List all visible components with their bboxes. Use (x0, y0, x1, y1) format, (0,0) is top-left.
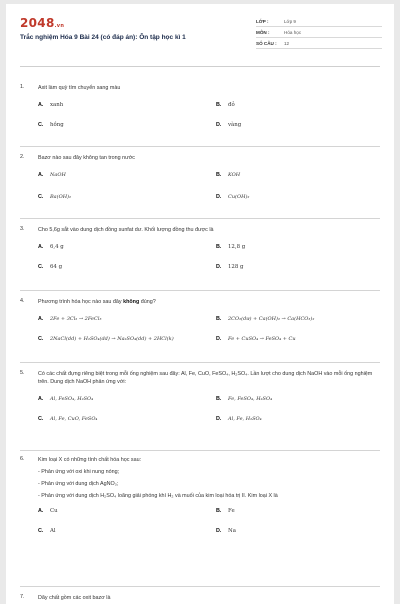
worksheet-page (6, 4, 394, 604)
option-b[interactable] (216, 508, 235, 514)
option-key: A. (38, 508, 44, 514)
option-value: đỏ (228, 102, 235, 108)
options (38, 508, 382, 538)
option-b[interactable] (216, 316, 314, 322)
meta-table (256, 16, 382, 49)
meta-key: SỐ CÂU : (256, 40, 277, 46)
question-number: 7. (20, 594, 25, 600)
question-text: Có các chất đựng riêng biệt trong mỗi ống nghiệm sau đây: Al, Fe, CuO, FeSO₄, H₂SO₄. Lần lượt cho dung dịch NaOH vào mỗi ống nghiệm trên. Dung dịch NaOH phản ứng với: (38, 371, 373, 385)
option-key: D. (216, 264, 222, 270)
option-key: D. (216, 528, 222, 534)
question-text-post: đúng? (139, 299, 156, 305)
option-a[interactable] (38, 102, 63, 108)
meta-row-subject (256, 27, 382, 38)
option-key: A. (38, 396, 44, 402)
option-key: A. (38, 172, 44, 178)
option-c[interactable] (38, 336, 174, 342)
option-value: 6,4 g (50, 244, 64, 250)
option-key: B. (216, 508, 222, 514)
option-value: Fe + CuSO₄ → FeSO₄ + Cu (228, 336, 296, 342)
question-number: 1. (20, 84, 25, 90)
property-line: - Phản ứng với oxi khi nung nóng; (38, 469, 120, 475)
meta-row-class (256, 16, 382, 27)
option-value: 2CO₂(dư) + Ca(OH)₂ → Ca(HCO₃)₂ (228, 316, 315, 322)
logo-suffix: .vn (54, 23, 65, 29)
option-key: D. (216, 122, 222, 128)
option-value: 128 g (228, 264, 244, 270)
question-text: Axit làm quỳ tím chuyển sang màu (38, 85, 121, 91)
option-c[interactable] (38, 122, 64, 128)
property-line: - Phản ứng với dung dịch AgNO₃; (38, 481, 119, 487)
meta-value: Lớp 9 (284, 18, 296, 24)
meta-row-count (256, 38, 382, 49)
option-a[interactable] (38, 396, 93, 402)
option-value: Cu (50, 508, 58, 514)
property-line: - Phản ứng với dung dịch H₂SO₄ loãng giải phóng khí H₂ và muối của kim loại hóa trị II. Kim loại X là (38, 493, 278, 499)
header-divider (20, 66, 380, 67)
option-b[interactable] (216, 172, 240, 178)
option-key: C. (38, 416, 44, 422)
options (38, 396, 382, 426)
option-d[interactable] (216, 122, 241, 128)
option-a[interactable] (38, 244, 64, 250)
option-d[interactable] (216, 264, 243, 270)
option-key: C. (38, 336, 44, 342)
option-value: Al, Fe, H₂SO₄ (228, 416, 262, 422)
option-value: NaOH (50, 172, 66, 178)
question-text (38, 298, 382, 306)
options (38, 316, 382, 346)
options (38, 244, 382, 274)
option-c[interactable] (38, 194, 71, 200)
option-value: Ba(OH)₂ (50, 194, 72, 200)
question-2 (20, 154, 382, 202)
option-value: hồng (50, 122, 64, 128)
option-value: Na (228, 528, 236, 534)
option-c[interactable] (38, 416, 97, 422)
question-text: Dãy chất gồm các oxit bazơ là (38, 595, 111, 601)
meta-value: 12 (284, 40, 290, 46)
page-title: Trắc nghiệm Hóa 9 Bài 24 (có đáp án): Ôn tập học kì 1 (20, 34, 186, 41)
option-key: C. (38, 194, 44, 200)
option-d[interactable] (216, 336, 296, 342)
site-logo[interactable] (20, 16, 64, 30)
question-number: 5. (20, 370, 25, 376)
option-key: D. (216, 194, 222, 200)
option-b[interactable] (216, 396, 272, 402)
option-key: B. (216, 102, 222, 108)
option-key: A. (38, 244, 44, 250)
option-b[interactable] (216, 102, 235, 108)
option-d[interactable] (216, 194, 249, 200)
option-key: B. (216, 172, 222, 178)
option-value: KOH (228, 172, 241, 178)
divider (20, 450, 380, 451)
divider (20, 586, 380, 587)
question-number: 3. (20, 226, 25, 232)
divider (20, 362, 380, 363)
option-key: D. (216, 336, 222, 342)
option-value: Al, FeSO₄, H₂SO₄ (50, 396, 94, 402)
option-value: Al (50, 528, 56, 534)
divider (20, 146, 380, 147)
question-text: Cho 5,6g sắt vào dung dịch đồng sunfat dư. Khối lượng đồng thu được là (38, 227, 214, 233)
question-4 (20, 298, 382, 346)
question-7 (20, 594, 382, 602)
option-key: D. (216, 416, 222, 422)
option-value: 12,8 g (228, 244, 246, 250)
meta-value: Hóa học (284, 29, 302, 35)
question-6 (20, 456, 382, 538)
option-d[interactable] (216, 416, 262, 422)
option-c[interactable] (38, 528, 56, 534)
option-value: Cu(OH)₂ (228, 194, 250, 200)
option-value: 64 g (50, 264, 63, 270)
logo-text: 2048 (20, 16, 55, 30)
option-value: Fe, FeSO₄, H₂SO₄ (228, 396, 273, 402)
option-value: 2NaCl(dd) + H₂SO₄(dd) → Na₂SO₄(dd) + 2HCl(k) (50, 336, 174, 342)
option-b[interactable] (216, 244, 245, 250)
option-key: B. (216, 396, 222, 402)
question-number: 2. (20, 154, 25, 160)
question-3 (20, 226, 382, 274)
divider (20, 218, 380, 219)
question-5 (20, 370, 382, 426)
question-text: Kim loại X có những tính chất hóa học sau: (38, 457, 142, 463)
question-number: 4. (20, 298, 25, 304)
option-d[interactable] (216, 528, 236, 534)
option-value: Al, Fe, CuO, FeSO₄ (50, 416, 98, 422)
option-a[interactable] (38, 172, 66, 178)
meta-key: MÔN : (256, 29, 270, 35)
option-value: xanh (50, 102, 64, 108)
question-text: Bazơ nào sau đây không tan trong nước (38, 155, 135, 161)
divider (20, 290, 380, 291)
option-a[interactable] (38, 508, 58, 514)
option-value: 2Fe + 3Cl₂ → 2FeCl₃ (50, 316, 102, 322)
options (38, 172, 382, 202)
option-value: Fe (228, 508, 235, 514)
question-text-pre: Phương trình hóa học nào sau đây (38, 299, 124, 305)
option-key: C. (38, 528, 44, 534)
header (6, 4, 394, 68)
options (38, 102, 382, 132)
option-c[interactable] (38, 264, 62, 270)
option-value: vàng (228, 122, 242, 128)
option-key: B. (216, 244, 222, 250)
option-key: C. (38, 264, 44, 270)
option-a[interactable] (38, 316, 101, 322)
option-key: C. (38, 122, 44, 128)
option-key: A. (38, 102, 44, 108)
question-number: 6. (20, 456, 25, 462)
question-text-emphasis: không (123, 299, 140, 305)
meta-key: LỚP : (256, 18, 269, 24)
option-key: B. (216, 316, 222, 322)
option-key: A. (38, 316, 44, 322)
question-1 (20, 84, 382, 132)
